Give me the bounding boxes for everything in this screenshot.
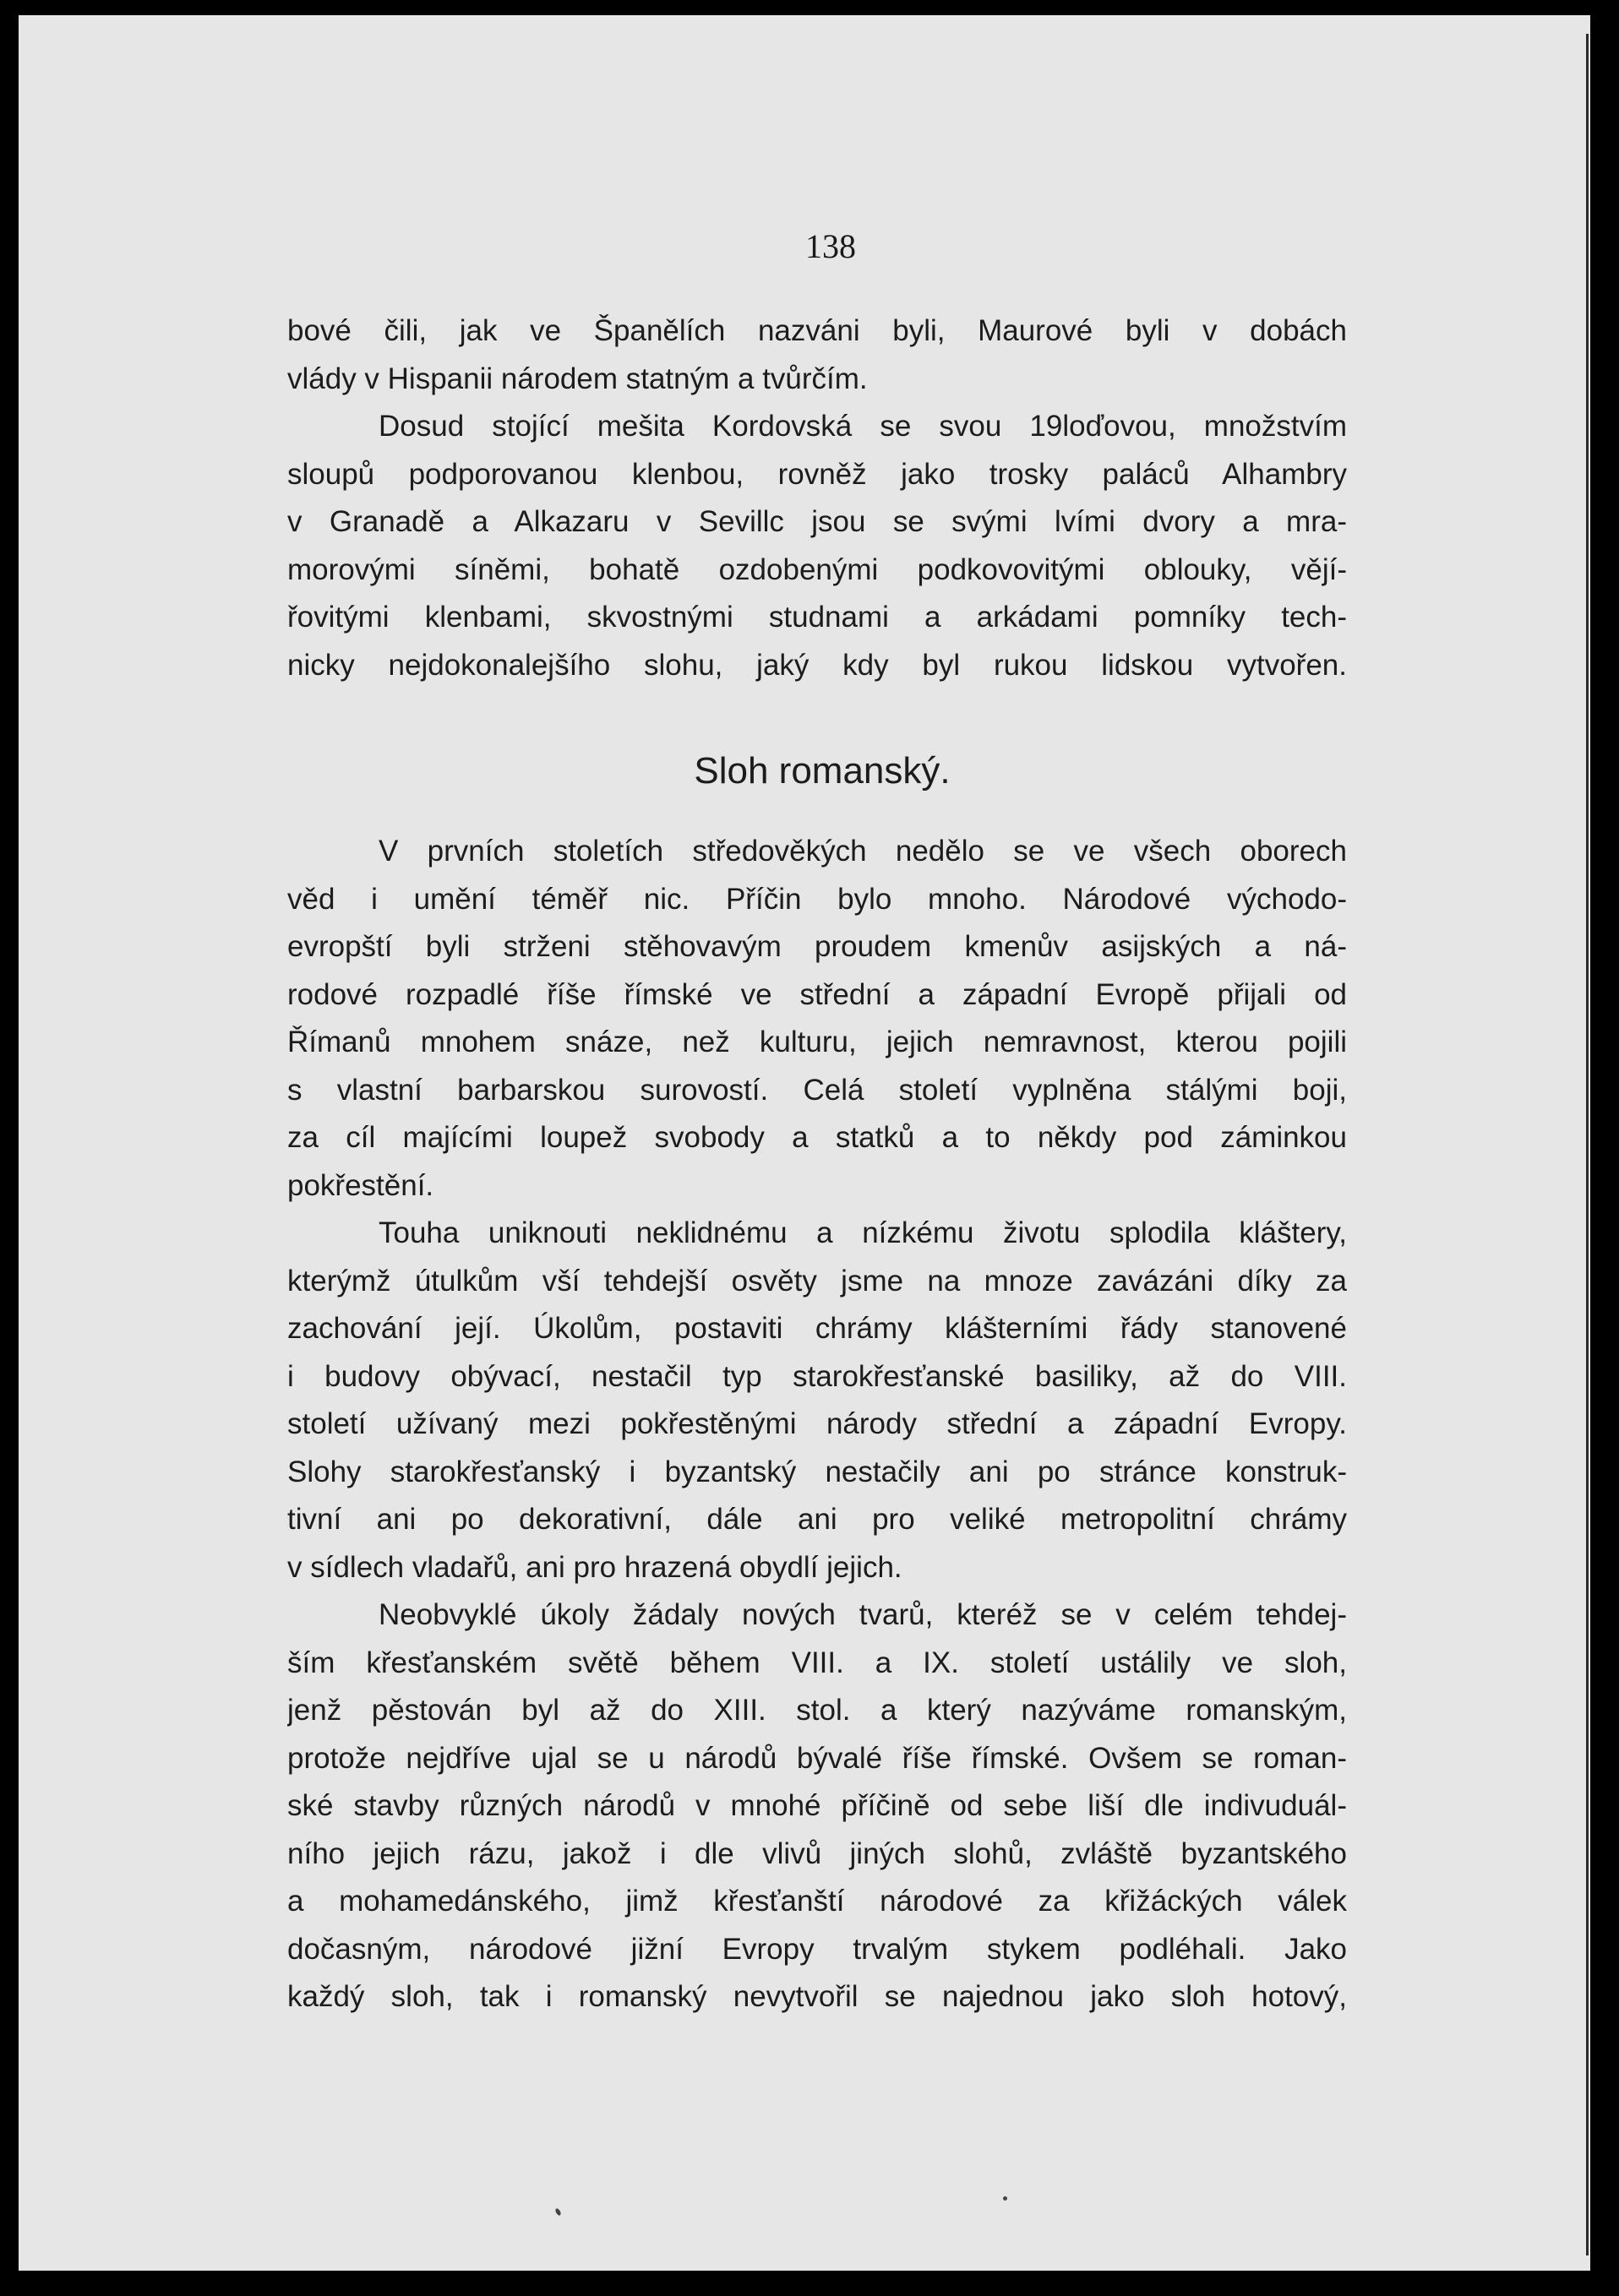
text-line: Dosud stojící mešita Kordovská se svou 19loďovou, množstvím [379,410,1347,443]
text-line: ního jejich rázu, jakož i dle vlivů jiných slohů, zvláště byzantského [287,1836,1347,1870]
text-line: evropští byli strženi stěhovavým proudem kmenův asijských a ná- [287,930,1347,963]
text-line: s vlastní barbarskou surovostí. Celá století vyplněna stálými boji, [287,1073,1347,1107]
text-line: Neobvyklé úkoly žádaly nových tvarů, kteréž se v celém tehdej- [379,1598,1347,1631]
paragraph-block-maurish-architecture [287,307,1347,689]
text-line: Slohy starokřesťanský i byzantský nestačily ani po stránce konstruk- [287,1455,1347,1488]
text-line: řovitými klenbami, skvostnými studnami a arkádami pomníky tech- [287,601,1347,634]
text-line: vlády v Hispanii národem statným a tvůrčím. [287,362,868,395]
text-line: rodové rozpadlé říše římské ve střední a západní Evropě přijali od [287,977,1347,1011]
text-line: jenž pěstován byl až do XIII. stol. a který nazýváme romanským, [287,1694,1347,1727]
text-line: v Granadě a Alkazaru v Sevillc jsou se svými lvími dvory a mra- [287,505,1347,538]
text-line: století užívaný mezi pokřestěnými národy střední a západní Evropy. [287,1407,1347,1440]
text-line: věd i umění téměř nic. Příčin bylo mnoho. Národové východo- [287,882,1347,916]
paragraph-block-romanesque [287,828,1347,2021]
section-heading: Sloh romanský. [694,750,951,792]
text-line: pokřestění. [287,1168,434,1202]
page-number: 138 [805,227,856,265]
text-line: a mohamedánského, jimž křesťanští národové za křižáckých válek [287,1885,1347,1918]
text-line: bové čili, jak ve Španělích nazváni byli, Maurové byli v dobách [287,314,1347,347]
text-line: Římanů mnohem snáze, než kulturu, jejich nemravnost, kterou pojili [287,1026,1347,1058]
text-line: i budovy obývací, nestačil typ starokřesťanské basiliky, až do VIII. [287,1359,1347,1393]
page-edge-shadow [1586,34,1589,2255]
text-line: morovými síněmi, bohatě ozdobenými podkovovitými oblouky, vějí- [287,552,1347,586]
text-line: Touha uniknouti neklidnému a nízkému životu splodila kláštery, [379,1216,1347,1249]
text-line: tivní ani po dekorativní, dále ani pro veliké metropolitní chrámy [287,1503,1347,1536]
text-line: sloupů podporovanou klenbou, rovněž jako trosky paláců Alhambry [287,457,1347,491]
text-line: v sídlech vladařů, ani pro hrazená obydlí jejich. [287,1550,902,1584]
text-line: zachování její. Úkolům, postaviti chrámy klášterními řády stanovené [287,1312,1347,1345]
text-line: kterýmž útulkům vší tehdejší osvěty jsme na mnoze zavázáni díky za [287,1264,1347,1298]
scan-speck [1003,2196,1007,2201]
text-line: protože nejdříve ujal se u národů bývalé říše římské. Ovšem se roman- [287,1741,1347,1775]
text-line: dočasným, národové jižní Evropy trvalým stykem podléhali. Jako [287,1932,1347,1966]
text-line: nicky nejdokonalejšího slohu, jaký kdy byl rukou lidskou vytvořen. [287,648,1347,682]
text-line: každý sloh, tak i romanský nevytvořil se najednou jako sloh hotový, [287,1980,1347,2013]
text-line: ské stavby různých národů v mnohé příčině od sebe liší dle indivuduál- [287,1789,1347,1822]
text-line: ším křesťanském světě během VIII. a IX. století ustálily ve sloh, [287,1646,1347,1679]
text-line: V prvních stoletích středověkých nedělo se ve všech oborech [379,835,1347,868]
text-line: za cíl majícími loupež svobody a statků a to někdy pod záminkou [287,1121,1347,1154]
